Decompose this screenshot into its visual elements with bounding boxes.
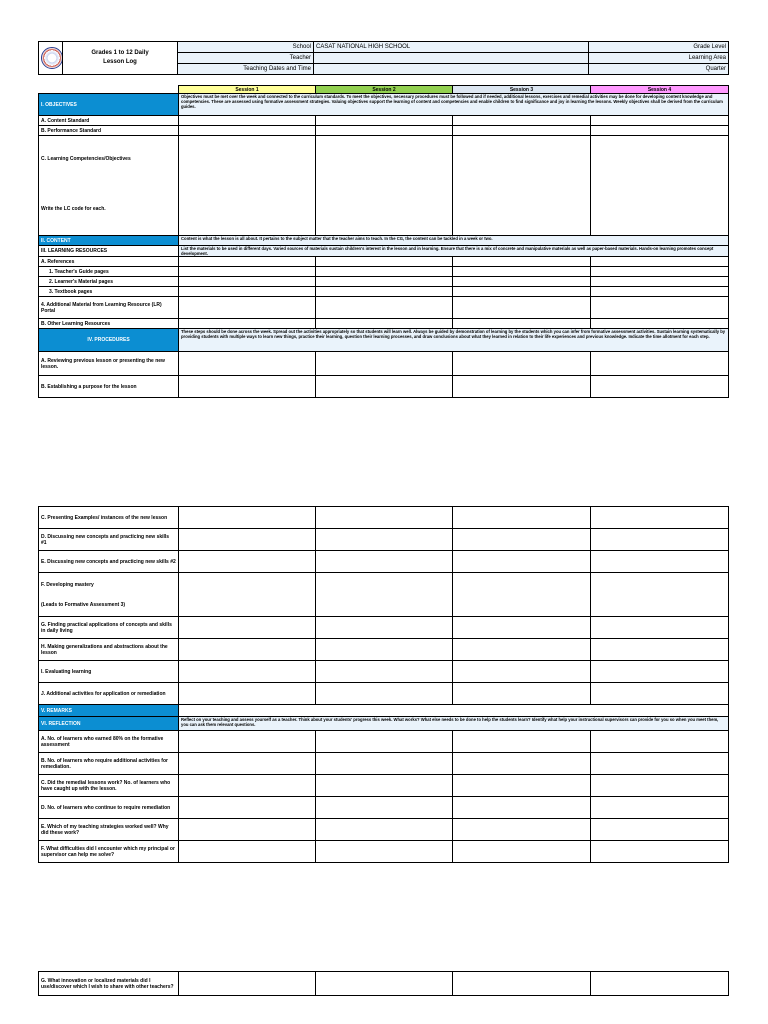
cell[interactable] (316, 972, 453, 996)
cell[interactable] (179, 126, 316, 136)
cell[interactable] (453, 116, 591, 126)
cell[interactable] (179, 775, 316, 797)
cell[interactable] (453, 731, 591, 753)
cell[interactable] (316, 753, 453, 775)
cell[interactable] (453, 617, 591, 639)
seal-cell (39, 42, 63, 75)
proc-a-label: A. Reviewing previous lesson or presenting the new lesson. (39, 352, 179, 376)
cell[interactable] (179, 551, 316, 573)
cell[interactable] (316, 661, 453, 683)
cell[interactable] (179, 797, 316, 819)
cell[interactable] (179, 297, 316, 319)
cell[interactable] (179, 617, 316, 639)
cell[interactable] (316, 841, 453, 863)
cell[interactable] (316, 287, 453, 297)
cell[interactable] (591, 841, 729, 863)
cell[interactable] (179, 257, 316, 267)
procedures-note: These steps should be done across the week. Spread out the activities appropriately so that students will learn well. Always be guided by demonstration of learning by the students which you can infer from formative assessment activities. Sustain learning systematically by providing students with multiple ways to learn new things, practice their learning, question their learning processes, and draw conclusions about what they learned in relation to their life experiences and previous knowledge. Indicate the time allotment for each step. (179, 329, 729, 352)
cell[interactable] (453, 683, 591, 705)
resources-note: List the materials to be used in different days. Varied sources of materials sustain children's interest in the lesson and in learning. Ensure that there is a mix of concrete and manipulative materials as well as paper-based materials. Hands-on learning promotes concept development. (179, 246, 729, 257)
title-line1: Grades 1 to 12 Daily (91, 50, 149, 56)
cell[interactable] (591, 775, 729, 797)
refl-a-label: A. No. of learners who earned 80% on the formative assessment (39, 731, 179, 753)
title-line2: Lesson Log (103, 59, 137, 65)
cell[interactable] (453, 126, 591, 136)
cell[interactable] (179, 819, 316, 841)
proc-c-label: C. Presenting Examples/ instances of the new lesson (39, 507, 179, 529)
cell[interactable] (591, 507, 729, 529)
proc-j-label: J. Additional activities for application or remediation (39, 683, 179, 705)
cell[interactable] (316, 136, 453, 236)
cell[interactable] (179, 136, 316, 236)
cell[interactable] (453, 352, 591, 376)
cell[interactable] (179, 661, 316, 683)
cell[interactable] (179, 287, 316, 297)
cell[interactable] (591, 617, 729, 639)
reflection-note: Reflect on your teaching and assess yourself as a teacher. Think about your students' progress this week. What works? What else needs to be done to help the students learn? Identify what help your instructional supervisors can provide for you so when you meet them, you can ask them relevant questions. (179, 717, 729, 731)
lr-portal-label: 4. Additional Material from Learning Resource (LR) Portal (39, 297, 179, 319)
reflection-heading: VI. REFLECTION (39, 717, 179, 731)
learning-area-label: Learning Area (589, 53, 729, 64)
cell[interactable] (453, 841, 591, 863)
dates-value[interactable] (314, 64, 589, 75)
proc-d-label: D. Discussing new concepts and practicing new skills #1 (39, 529, 179, 551)
cell[interactable] (316, 683, 453, 705)
cell[interactable] (453, 267, 591, 277)
cell[interactable] (591, 683, 729, 705)
cell[interactable] (316, 797, 453, 819)
proc-f-label (39, 573, 179, 617)
cell[interactable] (591, 797, 729, 819)
cell[interactable] (591, 376, 729, 398)
competencies-text: C. Learning Competencies/Objectives (41, 156, 131, 162)
cell[interactable] (453, 972, 591, 996)
refl-f-label: F. What difficulties did I encounter which my principal or supervisor can help me solve? (39, 841, 179, 863)
cell[interactable] (453, 376, 591, 398)
cell[interactable] (179, 277, 316, 287)
content-note: Content is what the lesson is all about. It pertains to the subject matter that the teacher aims to teach. In the CG, the content can be tackled in a week or two. (179, 236, 729, 246)
cell[interactable] (179, 376, 316, 398)
refl-d-label: D. No. of learners who continue to require remediation (39, 797, 179, 819)
deped-seal-icon (41, 47, 63, 69)
cell[interactable] (316, 551, 453, 573)
grade-level-label: Grade Level (589, 42, 729, 53)
teacher-label: Teacher (178, 53, 314, 64)
teacher-value[interactable] (314, 53, 589, 64)
cell[interactable] (591, 753, 729, 775)
cell[interactable] (591, 551, 729, 573)
proc-g-label: G. Finding practical applications of concepts and skills in daily living (39, 617, 179, 639)
cell[interactable] (179, 352, 316, 376)
competencies-label (39, 136, 179, 236)
cell[interactable] (179, 116, 316, 126)
lc-code-text: Write the LC code for each. (41, 206, 106, 212)
session-3-header: Session 3 (453, 86, 591, 94)
header-table (38, 41, 729, 75)
cell[interactable] (591, 573, 729, 617)
cell[interactable] (591, 116, 729, 126)
cell[interactable] (591, 126, 729, 136)
cell[interactable] (316, 116, 453, 126)
references-label: A. References (39, 257, 179, 267)
cell[interactable] (179, 507, 316, 529)
textbook-pages-label: 3. Textbook pages (39, 287, 179, 297)
refl-g-label: G. What innovation or localized materials did I use/discover which I wish to share with other teachers? (39, 972, 179, 996)
cell[interactable] (316, 529, 453, 551)
cell[interactable] (453, 819, 591, 841)
remarks-heading: V. REMARKS (39, 705, 179, 717)
proc-i-label: I. Evaluating learning (39, 661, 179, 683)
cell[interactable] (316, 731, 453, 753)
cell[interactable] (591, 819, 729, 841)
cell[interactable] (316, 352, 453, 376)
cell[interactable] (591, 661, 729, 683)
cell[interactable] (591, 297, 729, 319)
cell[interactable] (591, 352, 729, 376)
content-heading: II. CONTENT (39, 236, 179, 246)
quarter-label: Quarter (589, 64, 729, 75)
lesson-log-table-page1 (38, 85, 729, 398)
performance-standard-label: B. Performance Standard (39, 126, 179, 136)
cell[interactable] (453, 529, 591, 551)
cell[interactable] (591, 267, 729, 277)
dates-label: Teaching Dates and Time (178, 64, 314, 75)
cell[interactable] (316, 297, 453, 319)
cell[interactable] (453, 551, 591, 573)
cell[interactable] (179, 573, 316, 617)
cell[interactable] (179, 529, 316, 551)
proc-b-label: B. Establishing a purpose for the lesson (39, 376, 179, 398)
cell[interactable] (453, 661, 591, 683)
refl-e-label: E. Which of my teaching strategies worked well? Why did these work? (39, 819, 179, 841)
lesson-log-table-page2 (38, 506, 729, 863)
objectives-heading: I. OBJECTIVES (39, 94, 179, 116)
cell[interactable] (591, 287, 729, 297)
cell[interactable] (179, 639, 316, 661)
cell[interactable] (453, 277, 591, 287)
proc-f-note: (Leads to Formative Assessment 3) (41, 601, 126, 608)
cell[interactable] (179, 841, 316, 863)
cell[interactable] (591, 972, 729, 996)
learners-material-label: 2. Learner's Material pages (39, 277, 179, 287)
session-4-header: Session 4 (591, 86, 729, 94)
proc-e-label: E. Discussing new concepts and practicing new skills #2 (39, 551, 179, 573)
cell[interactable] (453, 297, 591, 319)
cell[interactable] (316, 126, 453, 136)
cell[interactable] (453, 287, 591, 297)
refl-c-label: C. Did the remedial lessons work? No. of learners who have caught up with the lesson. (39, 775, 179, 797)
cell[interactable] (316, 639, 453, 661)
cell[interactable] (179, 753, 316, 775)
cell[interactable] (316, 267, 453, 277)
cell[interactable] (453, 136, 591, 236)
cell[interactable] (453, 507, 591, 529)
cell[interactable] (316, 257, 453, 267)
cell[interactable] (179, 972, 316, 996)
cell[interactable] (316, 819, 453, 841)
refl-b-label: B. No. of learners who require additional activities for remediation. (39, 753, 179, 775)
cell[interactable] (591, 639, 729, 661)
cell[interactable] (316, 617, 453, 639)
content-standard-label: A. Content Standard (39, 116, 179, 126)
cell[interactable] (316, 319, 453, 329)
log-title (63, 42, 178, 75)
cell[interactable] (316, 376, 453, 398)
cell[interactable] (316, 775, 453, 797)
teachers-guide-label: 1. Teacher's Guide pages (39, 267, 179, 277)
cell[interactable] (453, 775, 591, 797)
remarks-cell[interactable] (179, 705, 729, 717)
cell[interactable] (453, 573, 591, 617)
cell[interactable] (591, 731, 729, 753)
learning-resources-heading: III. LEARNING RESOURCES (39, 246, 179, 257)
cell[interactable] (591, 257, 729, 267)
proc-h-label: H. Making generalizations and abstractions about the lesson (39, 639, 179, 661)
cell[interactable] (453, 797, 591, 819)
procedures-heading: IV. PROCEDURES (39, 329, 179, 352)
session-1-header: Session 1 (179, 86, 316, 94)
school-value[interactable]: CASAT NATIONAL HIGH SCHOOL (314, 42, 589, 53)
objectives-note: Objectives must be met over the week and connected to the curriculum standards. To meet the objectives, necessary procedures must be followed and if needed, additional lessons, exercises and remedial activities may be done for developing content knowledge and competencies. These are assessed using formative assessment strategies. Valuing objectives support the learning of content and competencies and enable children to find significance and joy in learning the lessons. Weekly objectives shall be derived from the curriculum guides. (179, 94, 729, 116)
cell[interactable] (591, 319, 729, 329)
cell[interactable] (179, 267, 316, 277)
other-resources-label: B. Other Learning Resources (39, 319, 179, 329)
proc-f-text: F. Developing mastery (41, 581, 94, 588)
lesson-log-table-page2-tail (38, 971, 729, 996)
session-2-header: Session 2 (316, 86, 453, 94)
cell[interactable] (591, 136, 729, 236)
school-label: School (178, 42, 314, 53)
cell[interactable] (179, 319, 316, 329)
cell[interactable] (179, 683, 316, 705)
cell[interactable] (453, 319, 591, 329)
cell[interactable] (591, 277, 729, 287)
cell[interactable] (591, 529, 729, 551)
cell[interactable] (453, 639, 591, 661)
cell[interactable] (316, 507, 453, 529)
cell[interactable] (179, 731, 316, 753)
cell[interactable] (453, 753, 591, 775)
cell[interactable] (316, 277, 453, 287)
cell[interactable] (316, 573, 453, 617)
cell[interactable] (453, 257, 591, 267)
